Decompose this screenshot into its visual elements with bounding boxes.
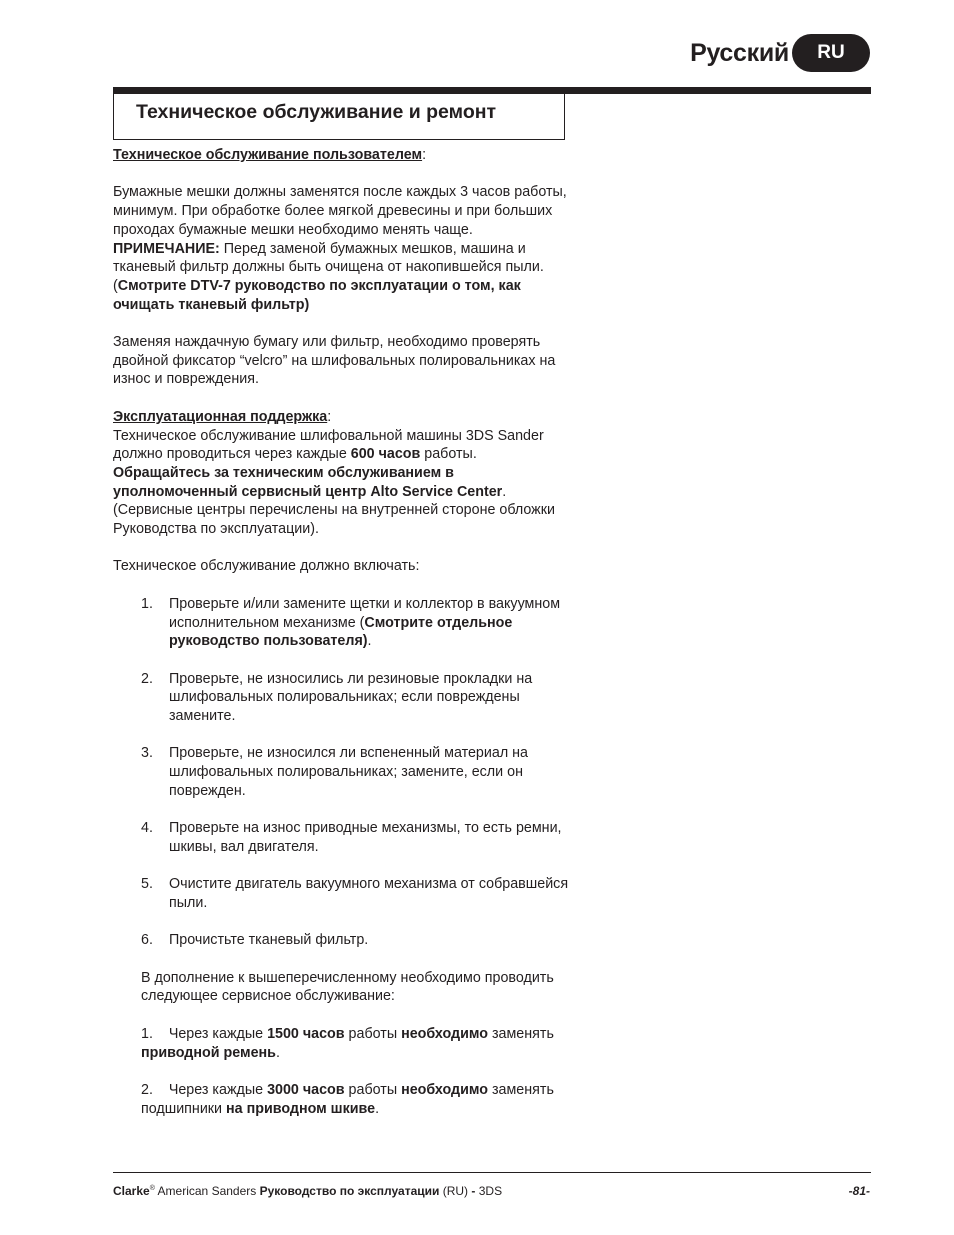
list-item: 3. Проверьте, не износился ли вспененный материал на шлифовальных полировальниках; замените, если он поврежден. bbox=[141, 745, 528, 799]
footer-manual-title: Clarke® American Sanders Руководство по эксплуатации (RU) - 3DS bbox=[113, 1184, 503, 1198]
section-title-box bbox=[113, 94, 565, 140]
service-item-2: 2. Через каждые 3000 часов работы необходимо заменять подшипники на приводном шкиве. bbox=[141, 1081, 554, 1117]
paper-bags-paragraph: Бумажные мешки должны заменятся после каждых 3 часов работы, минимум. При обработке более мягкой древесины и при больших проходах бумажные мешки необходимо менять чаще. ПРИМЕЧАНИЕ: Перед заменой бумажных мешков, машина и тканевый фильтр должны быть очищена от накопившейся пыли. (Смотрите DTV-7 руководство по эксплуатации о том, как очищать тканевый фильтр) bbox=[113, 184, 567, 313]
operational-support-heading: Эксплуатационная поддержка: bbox=[113, 408, 332, 425]
user-maintenance-heading: Техническое обслуживание пользователем: bbox=[113, 147, 427, 163]
list-item: 4. Проверьте на износ приводные механизмы, то есть ремни, шкивы, вал двигателя. bbox=[141, 820, 562, 855]
service-item-1: 1. Через каждые 1500 часов работы необходимо заменять приводной ремень. bbox=[141, 1025, 554, 1061]
bottom-rule bbox=[113, 1172, 871, 1173]
velcro-paragraph: Заменяя наждачную бумагу или фильтр, необходимо проверять двойной фиксатор “velcro” на шлифовальных полировальниках на износ и повреждения. bbox=[113, 334, 556, 388]
service-interval-paragraph: Техническое обслуживание шлифовальной машины 3DS Sander должно проводиться через каждые 600 часов работы. Обращайтесь за техническим обслуживанием в уполномоченный сервисный центр Alto Service Center. (Сервисные центры перечислены на внутренней стороне обложки Руководства по эксплуатации). bbox=[113, 427, 555, 538]
list-item: 1. Проверьте и/или замените щетки и коллектор в вакуумном исполнительном механизме (Смотрите отдельное руководство пользователя). bbox=[141, 595, 561, 650]
section-title: Техническое обслуживание и ремонт bbox=[136, 101, 497, 123]
list-item: 2. Проверьте, не износились ли резиновые прокладки на шлифовальных полировальниках; если повреждены замените. bbox=[141, 670, 533, 724]
language-header bbox=[690, 32, 870, 74]
page-number: -81- bbox=[848, 1184, 870, 1198]
top-rule bbox=[113, 87, 871, 94]
list-item: 6. Прочистьте тканевый фильтр. bbox=[141, 932, 369, 949]
main-content bbox=[113, 146, 573, 1118]
additional-service-intro: В дополнение к вышеперечисленному необходимо проводить следующее сервисное обслуживание: bbox=[141, 969, 554, 1005]
note-label: ПРИМЕЧАНИЕ: bbox=[113, 240, 220, 257]
maintenance-intro: Техническое обслуживание должно включать: bbox=[113, 558, 420, 575]
list-item: 5. Очистите двигатель вакуумного механизма от собравшейся пыли. bbox=[141, 876, 569, 911]
service-center-note: Обращайтесь за техническим обслуживанием в уполномоченный сервисный центр Alto Service Center bbox=[113, 464, 503, 500]
filter-reference: Смотрите DTV-7 руководство по эксплуатации о том, как очищать тканевый фильтр) bbox=[113, 277, 521, 313]
language-name: Русский bbox=[690, 38, 789, 67]
brand-name: Clarke bbox=[113, 1184, 150, 1198]
language-badge: RU bbox=[792, 34, 870, 72]
